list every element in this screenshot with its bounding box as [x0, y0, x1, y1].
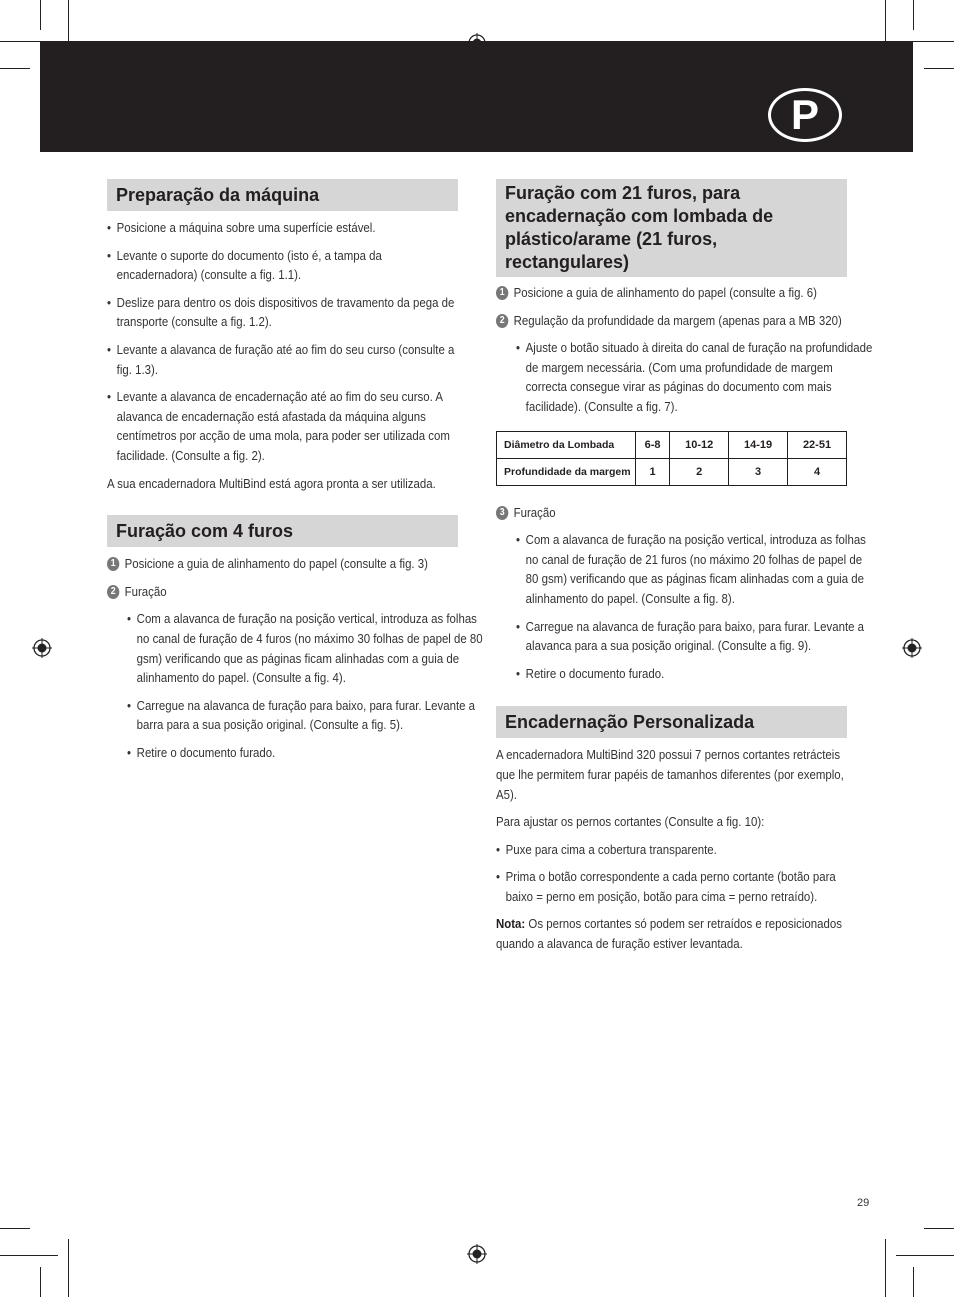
list-item: • Ajuste o botão situado à direita do canal de furação na profundidade de margem necessária. (Com uma profundidade de margem correcta consegue virar as páginas do documento com mais facilidade). (Consulte a fig. 7).: [516, 338, 875, 416]
step-number-icon: 2: [496, 314, 508, 328]
step-text: Posicione a guia de alinhamento do papel (consulte a fig. 3): [124, 556, 428, 572]
step-2: [107, 582, 474, 602]
page-number: 29: [857, 1197, 870, 1209]
table-row: [497, 458, 847, 485]
step-number-icon: 3: [496, 506, 508, 520]
list-item: • Carregue na alavanca de furação para baixo, para furar. Levante a barra para a sua posição original. (Consulte a fig. 5).: [127, 696, 486, 735]
step-1: [496, 283, 863, 303]
step-2: [496, 311, 863, 331]
section-heading-twentyone-holes: Furação com 21 furos, para encadernação com lombada de plástico/arame (21 furos, rectangulares): [496, 179, 847, 277]
crop-mark: [40, 1267, 41, 1297]
step-number-icon: 1: [107, 557, 119, 571]
table-cell: 14-19: [729, 431, 788, 458]
list-item: • Prima o botão correspondente a cada perno cortante (botão para baixo = perno em posição, botão para cima = perno retraído).: [496, 867, 855, 906]
registration-mark-icon: [902, 638, 922, 658]
step-text: Posicione a guia de alinhamento do papel (consulte a fig. 6): [513, 285, 817, 300]
step-number-icon: 1: [496, 286, 508, 300]
list-item: • Retire o documento furado.: [516, 664, 875, 684]
list-item: • Com a alavanca de furação na posição vertical, introduza as folhas no canal de furação de 4 furos (no máximo 30 folhas de papel de 80 gsm) verificando que as páginas ficam alinhadas com a guia de alinhamento do papel. (Consulte a fig. 4).: [127, 609, 486, 687]
crop-mark: [924, 68, 954, 69]
list-item: • Levante a alavanca de encadernação até ao fim do seu curso. A alavanca de encadernação está afastada da máquina alguns centímetros por acção de uma mola, para poder ser utilizada com facilidade. (Consulte a fig. 2).: [107, 387, 466, 465]
section-heading-preparation: Preparação da máquina: [107, 179, 458, 211]
table-cell: 10-12: [670, 431, 729, 458]
list-item: • Deslize para dentro os dois dispositivos de travamento da pega de transporte (consulte a fig. 1.2).: [107, 293, 466, 332]
left-column: [107, 179, 483, 762]
list-item: • Carregue na alavanca de furação para baixo, para furar. Levante a alavanca para a sua posição original. (Consulte a fig. 9).: [516, 617, 875, 656]
table-cell: 4: [788, 458, 847, 485]
step-1: [107, 554, 474, 574]
table-row: [497, 431, 847, 458]
list-item: • Levante a alavanca de furação até ao fim do seu curso (consulte a fig. 1.3).: [107, 340, 466, 379]
list-item: • Posicione a máquina sobre uma superfície estável.: [107, 218, 466, 238]
crop-mark: [40, 0, 41, 30]
table-cell: 22-51: [788, 431, 847, 458]
paragraph: A encadernadora MultiBind 320 possui 7 pernos cortantes retrácteis que lhe permitem furar papéis de tamanhos diferentes (por exemplo, A5).: [496, 747, 844, 802]
language-badge: P: [768, 88, 842, 142]
right-column: [496, 179, 873, 954]
table-cell: 1: [636, 458, 670, 485]
section-heading-four-holes: Furação com 4 furos: [107, 515, 458, 547]
registration-mark-icon: [32, 638, 52, 658]
list-item: • Retire o documento furado.: [127, 743, 486, 763]
crop-mark: [913, 1267, 914, 1297]
crop-mark: [924, 1228, 954, 1229]
step-3: [496, 503, 863, 523]
note-paragraph: [496, 914, 845, 953]
paragraph: A sua encadernadora MultiBind está agora pronta a ser utilizada.: [107, 475, 436, 491]
list-item: • Puxe para cima a cobertura transparente.: [496, 840, 855, 860]
crop-mark: [0, 1255, 58, 1256]
margin-depth-table: [496, 431, 847, 486]
paragraph: Para ajustar os pernos cortantes (Consulte a fig. 10):: [496, 814, 765, 830]
note-text: Os pernos cortantes só podem ser retraídos e reposicionados quando a alavanca de furação estiver levantada.: [496, 916, 842, 952]
section-heading-custom-binding: Encadernação Personalizada: [496, 706, 847, 738]
crop-mark: [0, 1228, 30, 1229]
table-cell: 2: [670, 458, 729, 485]
table-cell: 6-8: [636, 431, 670, 458]
crop-mark: [913, 0, 914, 30]
table-row-label: Diâmetro da Lombada: [497, 431, 636, 458]
step-number-icon: 2: [107, 585, 119, 599]
step-text: Furação: [124, 583, 167, 599]
registration-mark-icon: [467, 1244, 487, 1264]
crop-mark: [896, 1255, 954, 1256]
note-label: Nota:: [496, 916, 526, 932]
list-item: • Com a alavanca de furação na posição vertical, introduza as folhas no canal de furação de 21 furos (no máximo 20 folhas de papel de 80 gsm) verificando que as páginas ficam alinhadas com a guia de alinhamento do papel. (Consulte a fig. 8).: [516, 530, 875, 608]
table-row-label: Profundidade da margem: [497, 458, 636, 485]
step-text: Regulação da profundidade da margem (apenas para a MB 320): [513, 312, 842, 328]
table-cell: 3: [729, 458, 788, 485]
crop-mark: [0, 68, 30, 69]
list-item: • Levante o suporte do documento (isto é, a tampa da encadernadora) (consulte a fig. 1.1).: [107, 246, 466, 285]
crop-mark: [885, 1239, 886, 1297]
step-text: Furação: [513, 504, 556, 520]
crop-mark: [68, 1239, 69, 1297]
